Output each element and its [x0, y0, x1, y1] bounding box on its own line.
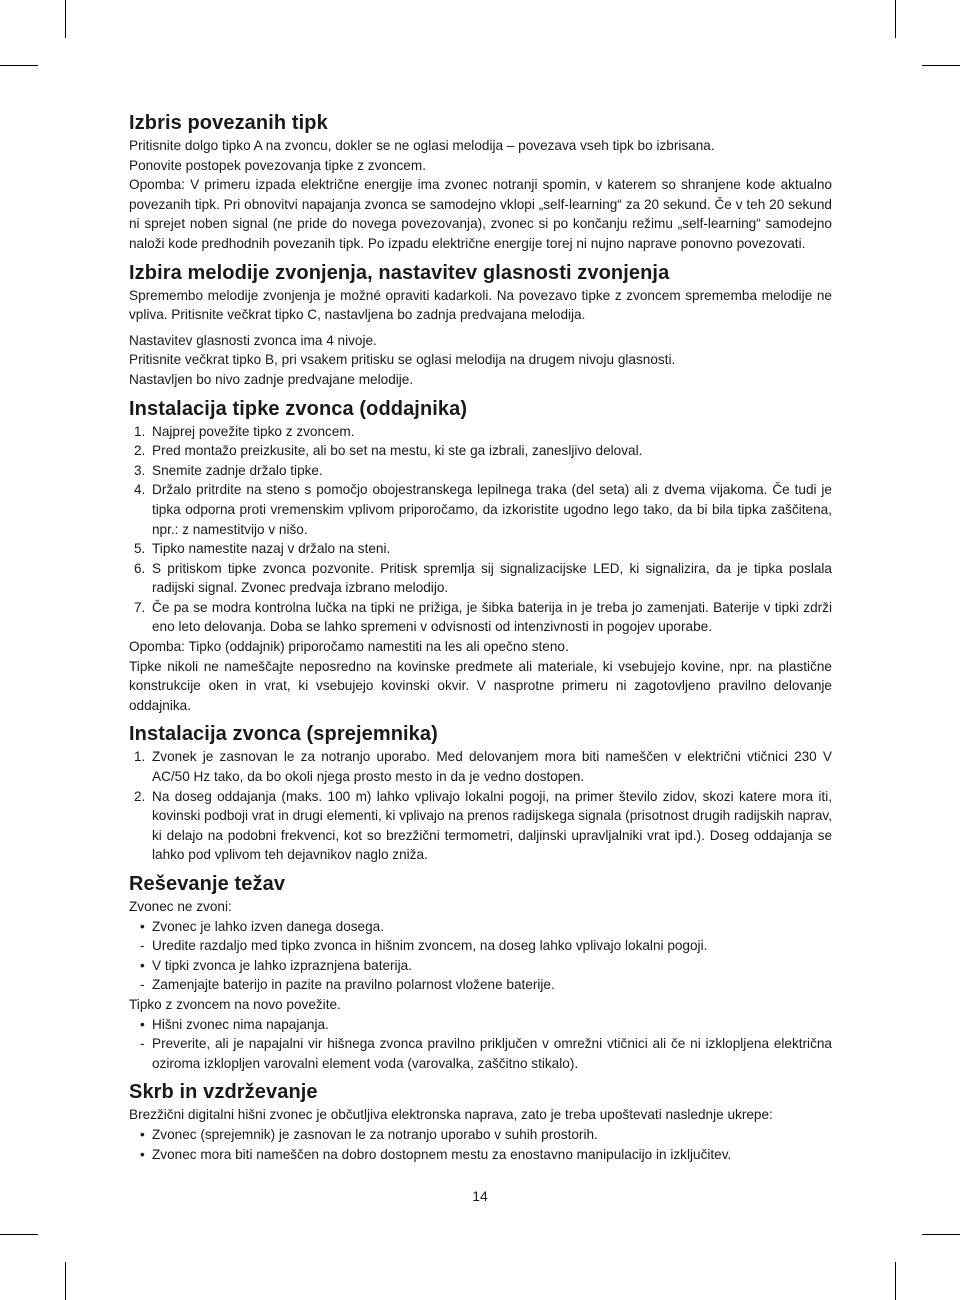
page-content	[129, 110, 832, 1170]
numbered-list	[129, 422, 832, 638]
list-item: • Zvonec je lahko izven danega dosega.	[140, 918, 385, 934]
list-item: 2. Pred montažo preizkusite, ali bo set na mestu, ki ste ga izbrali, zanesljivo deloval.	[134, 443, 643, 459]
section-melody-volume	[129, 260, 832, 390]
section-title: Skrb in vzdrževanje	[129, 1081, 318, 1104]
list-item: 5. Tipko namestite nazaj v držalo na steni.	[134, 541, 391, 557]
paragraph: Nastavljen bo nivo zadnje predvajane melodije.	[129, 371, 414, 387]
section-title: Izbris povezanih tipk	[129, 112, 328, 134]
crop-mark-right-bottom	[922, 1234, 960, 1235]
list-item: • V tipki zvonca je lahko izpraznjena baterija.	[140, 957, 412, 973]
list-item: 7. Če pa se modra kontrolna lučka na tipki ne prižiga, je šibka baterija in je treba jo zamenjati. Baterije v tipki zdrži eno leto delovanja. Doba se lahko spremeni v odvisnosti od intenzivnosti in pogojev uporabe.	[134, 599, 832, 635]
bullet-list	[129, 1125, 832, 1164]
list-item: • Hišni zvonec nima napajanja.	[140, 1016, 329, 1032]
list-item: • Zvonec mora biti nameščen na dobro dostopnem mestu za enostavno manipulacijo in izključitev.	[140, 1146, 732, 1162]
paragraph: Tipke nikoli ne nameščajte neposredno na kovinske predmete ali materiale, ki vsebujejo kovine, npr. na plastične konstrukcije oken in vrat, ki vsebujejo kovinski okvir. V nasprotne primeru ni zagotovljeno pravilno delovanje oddajnika.	[129, 658, 832, 713]
note-paragraph: Opomba: Tipko (oddajnik) priporočamo namestiti na les ali opečno steno.	[129, 639, 569, 655]
section-title: Instalacija tipke zvonca (oddajnika)	[129, 397, 468, 420]
section-receiver-installation	[129, 721, 832, 865]
list-item: 1. Najprej povežite tipko z zvoncem.	[134, 423, 355, 439]
paragraph: Brezžični digitalni hišni zvonec je občutljiva elektronska naprava, zato je treba upoštevati naslednje ukrepe:	[129, 1107, 773, 1123]
list-item: 2. Na doseg oddajanja (maks. 100 m) lahko vplivajo lokalni pogoji, na primer število zidov, skozi katere mora iti, kovinski podboji vrat in drugi elementi, ki vplivajo na prenos radijskega signala (prisotnost drugih radijskih naprav, ki delajo na podobni frekvenci, kot so brezžični termometri, daljinski upravljalniki vrat ipd.). Doseg oddajanja se lahko pod vplivom teh dejavnikov naglo zniža.	[134, 788, 832, 863]
section-troubleshooting	[129, 871, 832, 1073]
list-item: 3. Snemite zadnje držalo tipke.	[134, 462, 323, 478]
list-item: - Uredite razdaljo med tipko zvonca in hišnim zvoncem, na doseg lahko vplivajo lokalni pogoji.	[140, 938, 708, 954]
crop-mark-right-top	[922, 65, 960, 66]
section-care-maintenance	[129, 1079, 832, 1164]
note-paragraph: Opomba: V primeru izpada električne energije ima zvonec notranji spomin, v katerem so shranjene kode aktualno povezanih tipk. Pri obnovitvi napajanja zvonca se samodejno vklopi „self-learning“ za 20 sekund. Če v teh 20 sekund ni sprejet noben signal (ne pride do novega povezovanja), zvonec si po končanju režimu „self-learning“ samodejno naloži kode predhodnih povezanih tipk. Po izpadu električne energije torej ni nujno naprave ponovno povezovati.	[129, 177, 832, 251]
paragraph: Pritisnite dolgo tipko A na zvoncu, dokler se ne oglasi melodija – povezava vseh tipk bo izbrisana.	[129, 138, 715, 153]
section-title: Instalacija zvonca (sprejemnika)	[129, 723, 438, 746]
list-item: 4. Držalo pritrdite na steno s pomočjo obojestranskega lepilnega traka (del seta) ali z dvema vijakoma. Če tudi je tipka odporna proti vremenskim vplivom priporočamo, da izkoristite ugodno lego tako, da bi bila tipka zaščitena, npr.: z namestitvijo v nišo.	[134, 482, 832, 537]
list-item: • Zvonec (sprejemnik) je zasnovan le za notranjo uporabo v suhih prostorih.	[140, 1126, 598, 1142]
paragraph: Pritisnite večkrat tipko B, pri vsakem pritisku se oglasi melodija na drugem nivoju glasnosti.	[129, 352, 676, 368]
paragraph: Spremembo melodije zvonjenja je možné opraviti kadarkoli. Na povezavo tipke z zvoncem sprememba melodije ne vpliva. Pritisnite večkrat tipko C, nastavljena bo zadnja predvajana melodija.	[129, 287, 832, 323]
numbered-list	[129, 747, 832, 865]
bullet-list	[129, 917, 832, 995]
section-title: Izbira melodije zvonjenja, nastavitev glasnosti zvonjenja	[129, 261, 670, 284]
list-item: - Preverite, ali je napajalni vir hišnega zvonca pravilno priključen v omrežni vtičnici ali če ni izklopljena električna oziroma izklopljen varovalni element voda (varovalka, zaščitno stikalo).	[140, 1036, 832, 1071]
crop-mark-left-top	[0, 65, 38, 66]
section-title: Reševanje težav	[129, 873, 286, 895]
crop-mark-top-right	[895, 0, 896, 38]
group-label: Tipko z zvoncem na novo povežite.	[129, 996, 341, 1012]
crop-mark-top-left	[65, 0, 66, 38]
section-transmitter-installation	[129, 396, 832, 716]
group-label: Zvonec ne zvoni:	[129, 899, 232, 914]
list-item: 1. Zvonek je zasnovan le za notranjo uporabo. Med delovanjem mora biti nameščen v električni vtičnici 230 V AC/50 Hz tako, da bo okoli njega prosto mesto in da je vedno dostopen.	[134, 749, 832, 785]
list-item: - Zamenjajte baterijo in pazite na pravilno polarnost vložene baterije.	[140, 977, 555, 993]
bullet-list	[129, 1015, 832, 1074]
crop-mark-bottom-right	[895, 1262, 896, 1300]
paragraph: Ponovite postopek povezovanja tipke z zvoncem.	[129, 157, 426, 173]
list-item: 6. S pritiskom tipke zvonca pozvonite. Pritisk spremlja sij signalizacijske LED, ki signalizira, da je tipka poslala radijski signal. Zvonec predvaja izbrano melodijo.	[134, 560, 832, 596]
paragraph: Nastavitev glasnosti zvonca ima 4 nivoje.	[129, 332, 377, 348]
section-delete-paired-buttons	[129, 110, 832, 254]
page-number: 14	[472, 1188, 488, 1204]
crop-mark-bottom-left	[65, 1262, 66, 1300]
crop-mark-left-bottom	[0, 1234, 38, 1235]
